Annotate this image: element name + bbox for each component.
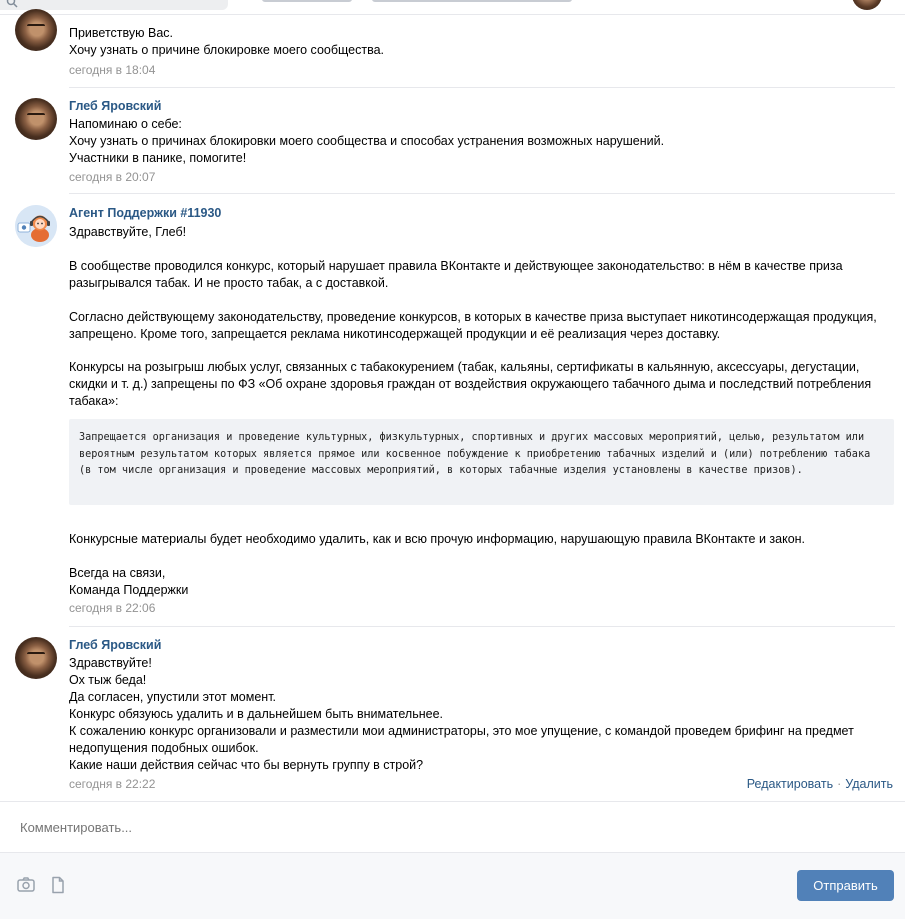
message-item bbox=[0, 194, 905, 627]
message-text bbox=[69, 655, 894, 774]
message-line: Здравствуйте! bbox=[69, 656, 152, 670]
avatar[interactable] bbox=[15, 9, 57, 51]
message-author[interactable]: Глеб Яровский bbox=[69, 638, 162, 652]
send-button[interactable]: Отправить bbox=[797, 870, 894, 901]
message-line: Какие наши действия сейчас что бы вернуть группу в строй? bbox=[69, 758, 424, 772]
message-text bbox=[69, 25, 894, 59]
message-paragraph bbox=[69, 309, 894, 343]
document-icon[interactable] bbox=[48, 875, 68, 895]
signoff-line: Всегда на связи, bbox=[69, 566, 166, 580]
message-paragraph bbox=[69, 531, 894, 548]
avatar[interactable] bbox=[15, 637, 57, 679]
message-time[interactable]: сегодня в 22:06 bbox=[69, 601, 156, 615]
message-line: Хочу узнать о причинах блокировки моего сообщества и способах устранения возможных нарушений. bbox=[69, 134, 665, 148]
message-signoff bbox=[69, 565, 894, 599]
message-paragraph-text: В сообществе проводился конкурс, который нарушает правила ВКонтакте и действующее законодательство: в нём в качестве приза разыгрывался табак. И не просто табак, а с доставкой. bbox=[69, 259, 843, 290]
message-line: Конкурс обязуюсь удалить и в дальнейшем быть внимательнее. bbox=[69, 707, 444, 721]
message-time[interactable]: сегодня в 18:04 bbox=[69, 63, 156, 77]
message-paragraph-text: Конкурсные материалы будет необходимо удалить, как и всю прочую информацию, нарушающую правила ВКонтакте и закон. bbox=[69, 532, 806, 546]
support-agent-icon bbox=[15, 205, 57, 247]
avatar[interactable] bbox=[15, 98, 57, 140]
message-greeting: Здравствуйте, Глеб! bbox=[69, 225, 187, 239]
edit-link[interactable]: Редактировать bbox=[746, 777, 834, 791]
message-item bbox=[0, 0, 905, 88]
avatar[interactable] bbox=[15, 205, 57, 247]
message-line: Приветствую Вас. bbox=[69, 26, 173, 40]
law-quote: Запрещается организация и проведение культурных, физкультурных, спортивных и других массовых мероприятий, целью, результатом или вероятным результатом которых является прямое или косвенное побуждение к приобретению табачных изделий и (или) потреблению табака (в том числе организация и проведение массовых мероприятий, в которых табачные изделия установлены в качестве призов). bbox=[69, 419, 894, 505]
message-paragraph bbox=[69, 359, 894, 410]
delete-link[interactable]: Удалить bbox=[845, 777, 893, 791]
message-text bbox=[69, 116, 894, 167]
message-paragraph-text: Конкурсы на розыгрыш любых услуг, связанных с табакокурением (табак, кальяны, сертификаты в кальянную, аксессуары, дегустации, скидки и т. д.) запрещены по ФЗ «Об охране здоровья граждан от воздействия окружающего табачного дыма и последствий потребления табака»: bbox=[69, 360, 872, 408]
message-item bbox=[0, 627, 905, 801]
message-line: Ох тыж беда! bbox=[69, 673, 147, 687]
message-line: Хочу узнать о причине блокировке моего сообщества. bbox=[69, 43, 385, 57]
message-line: Напоминаю о себе: bbox=[69, 117, 182, 131]
message-author[interactable]: Глеб Яровский bbox=[69, 99, 162, 113]
comment-input[interactable] bbox=[20, 817, 880, 837]
message-line: К сожалению конкурс организовали и разместили мои администраторы, это мое упущение, с командой проведем брифинг на предмет недопущения подобных ошибок. bbox=[69, 724, 854, 755]
message-line: Да согласен, упустили этот момент. bbox=[69, 690, 277, 704]
message-paragraph-text: Согласно действующему законодательству, проведение конкурсов, в которых в качестве приза выступает никотинсодержащая продукция, запрещено. Кроме того, запрещается реклама никотинсодержащей продукции и её реализация через доставку. bbox=[69, 310, 877, 341]
divider bbox=[0, 801, 905, 802]
message-time[interactable]: сегодня в 20:07 bbox=[69, 170, 156, 184]
message-actions bbox=[747, 777, 893, 791]
composer-toolbar bbox=[0, 852, 905, 919]
signoff-line: Команда Поддержки bbox=[69, 583, 189, 597]
message-paragraph bbox=[69, 258, 894, 292]
camera-icon[interactable] bbox=[16, 875, 36, 895]
message-text bbox=[69, 224, 894, 241]
message-author[interactable]: Агент Поддержки #11930 bbox=[69, 206, 222, 220]
message-time[interactable]: сегодня в 22:22 bbox=[69, 777, 156, 791]
action-separator: · bbox=[837, 777, 842, 791]
message-line: Участники в панике, помогите! bbox=[69, 151, 247, 165]
message-item bbox=[0, 88, 905, 194]
